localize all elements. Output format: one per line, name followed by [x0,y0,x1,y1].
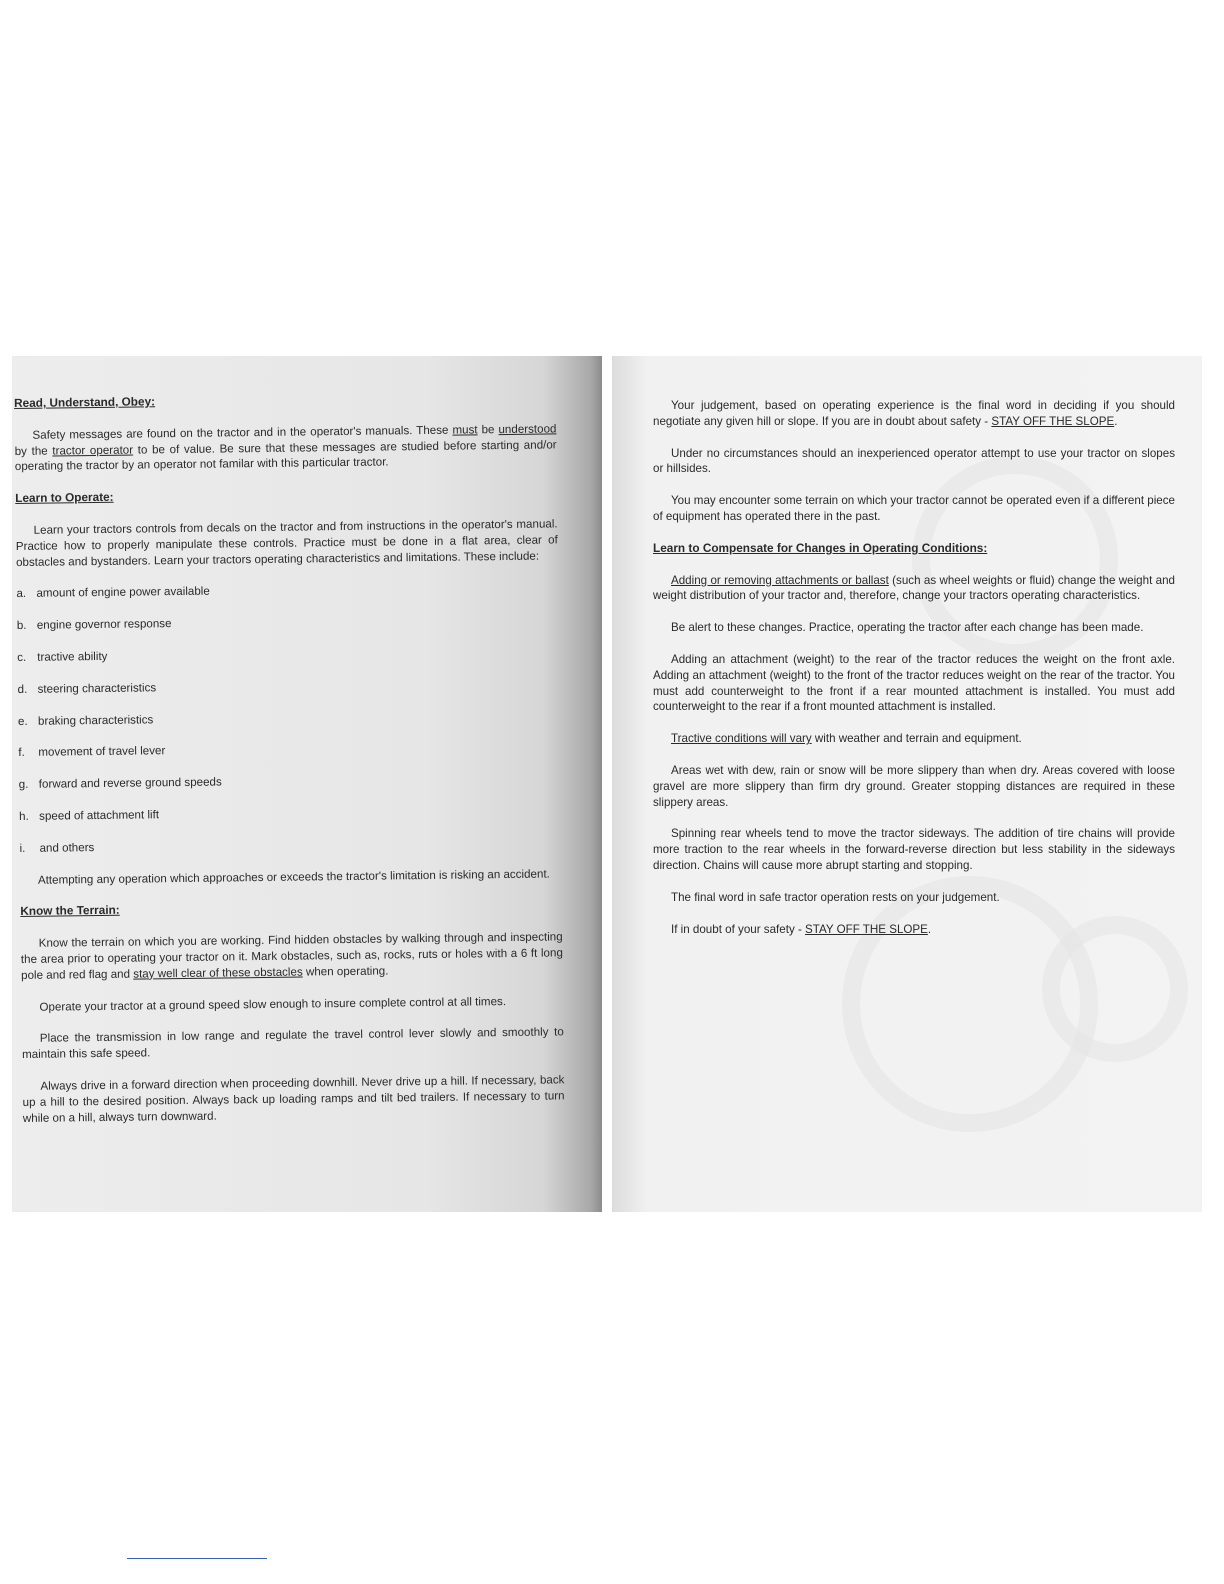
paragraph-final-word: The final word in safe tractor operation rests on your judgement. [671,890,1000,904]
paragraph-ground-speed: Operate your tractor at a ground speed slow enough to insure complete control at all times. [39,994,507,1014]
list-item: i. and others [19,840,95,855]
paragraph-wet-areas: Areas wet with dew, rain or snow will be more slippery than when dry. Areas covered with loose gravel are more slippery than firm dry ground. Greater stopping distances are required in these slippery areas. [653,763,1175,809]
paragraph-adding-removing: Adding or removing attachments or ballast (such as wheel weights or fluid) change the weight and weight distribution of your tractor and, therefore, change your tractors operating characteristics. [653,573,1175,603]
left-page-content [14,389,565,1142]
heading-compensate-for-changes: Learn to Compensate for Changes in Operating Conditions: [653,540,988,555]
list-item: e. braking characteristics [17,712,154,728]
footnote-rule [127,1558,267,1559]
paragraph-tractive-conditions: Tractive conditions will vary with weather and terrain and equipment. [671,732,1022,746]
paragraph-inexperienced-operator: Under no circumstances should an inexperienced operator attempt to use your tractor on slopes or hillsides. [653,446,1175,476]
paragraph-risking-accident: Attempting any operation which approaches or exceeds the tractor's limitation is risking an accident. [37,867,550,887]
heading-learn-to-operate: Learn to Operate: [15,489,114,506]
list-item: b. engine governor response [16,617,172,633]
list-item: f. movement of travel lever [18,744,166,760]
paragraph-know-terrain: Know the terrain on which you are working. Find hidden obstacles by walking through and inspecting the area prior to operating your tractor on it. Mark obstacles, such as, rocks, ruts or holes with a 6 ft long pole and red flag and stay well clear of these obstacles when operating. [20,930,563,982]
paragraph-transmission: Place the transmission in low range and regulate the travel control lever slowly and smoothly to maintain this safe speed. [21,1025,564,1062]
list-item: d. steering characteristics [17,681,157,696]
right-page-content [653,398,1175,953]
paragraph-adding-attachment: Adding an attachment (weight) to the rear of the tractor reduces the weight on the front axle. Adding an attachment (weight) to the front of the tractor reduces weight on the rear of the tractor. You must add counterweight to the front if a rear mounted attachment is installed. You must add counterweight to the rear if a front mounted attachment is installed. [653,652,1175,714]
paragraph-encounter-terrain: You may encounter some terrain on which your tractor cannot be operated even if a different piece of equipment has operated there in the past. [653,494,1175,523]
list-item: g. forward and reverse ground speeds [18,775,222,792]
paragraph-safety-messages: Safety messages are found on the tractor and in the operator's manuals. These must be understood by the tractor operator to be of value. Be sure that these messages are studied before starting and/or operating the tractor by an operator not familar with this particular tractor. [14,422,557,474]
paragraph-learn-controls: Learn your tractors controls from decals on the tractor and from instructions in the operator's manual. Practice how to properly manipulate these controls. Practice must be done in a flat area, clear of obstacles and bystanders. Learn your tractors operating characteristics and limitations. These include: [15,517,558,569]
paragraph-be-alert: Be alert to these changes. Practice, operating the tractor after each change has been made. [671,621,1144,635]
paragraph-your-judgement: Your judgement, based on operating experience is the final word in deciding if you should negotiate any given hill or slope. If you are in doubt about safety - STAY OFF THE SLOPE. [653,399,1175,428]
paragraph-drive-forward: Always drive in a forward direction when proceeding downhill. Never drive up a hill. If necessary, back up a hill to the desired position. Always back up loading ramps and tilt bed trailers. If necessary to turn while on a hill, always turn downward. [22,1073,565,1125]
list-item: c. tractive ability [17,649,108,664]
list-item: a. amount of engine power available [16,584,210,601]
heading-know-the-terrain: Know the Terrain: [20,903,120,919]
left-page [12,356,602,1212]
heading-read-understand-obey: Read, Understand, Obey: [14,394,156,410]
right-page [612,356,1202,1212]
paragraph-if-in-doubt: If in doubt of your safety - STAY OFF THE SLOPE. [671,922,932,936]
list-item: h. speed of attachment lift [19,808,160,823]
paragraph-spinning-wheels: Spinning rear wheels tend to move the tractor sideways. The addition of tire chains will provide more traction to the rear wheels in the forward-reverse direction but less stability in the sideways direction. Chains will cause more abrupt starting and stopping. [653,827,1175,872]
